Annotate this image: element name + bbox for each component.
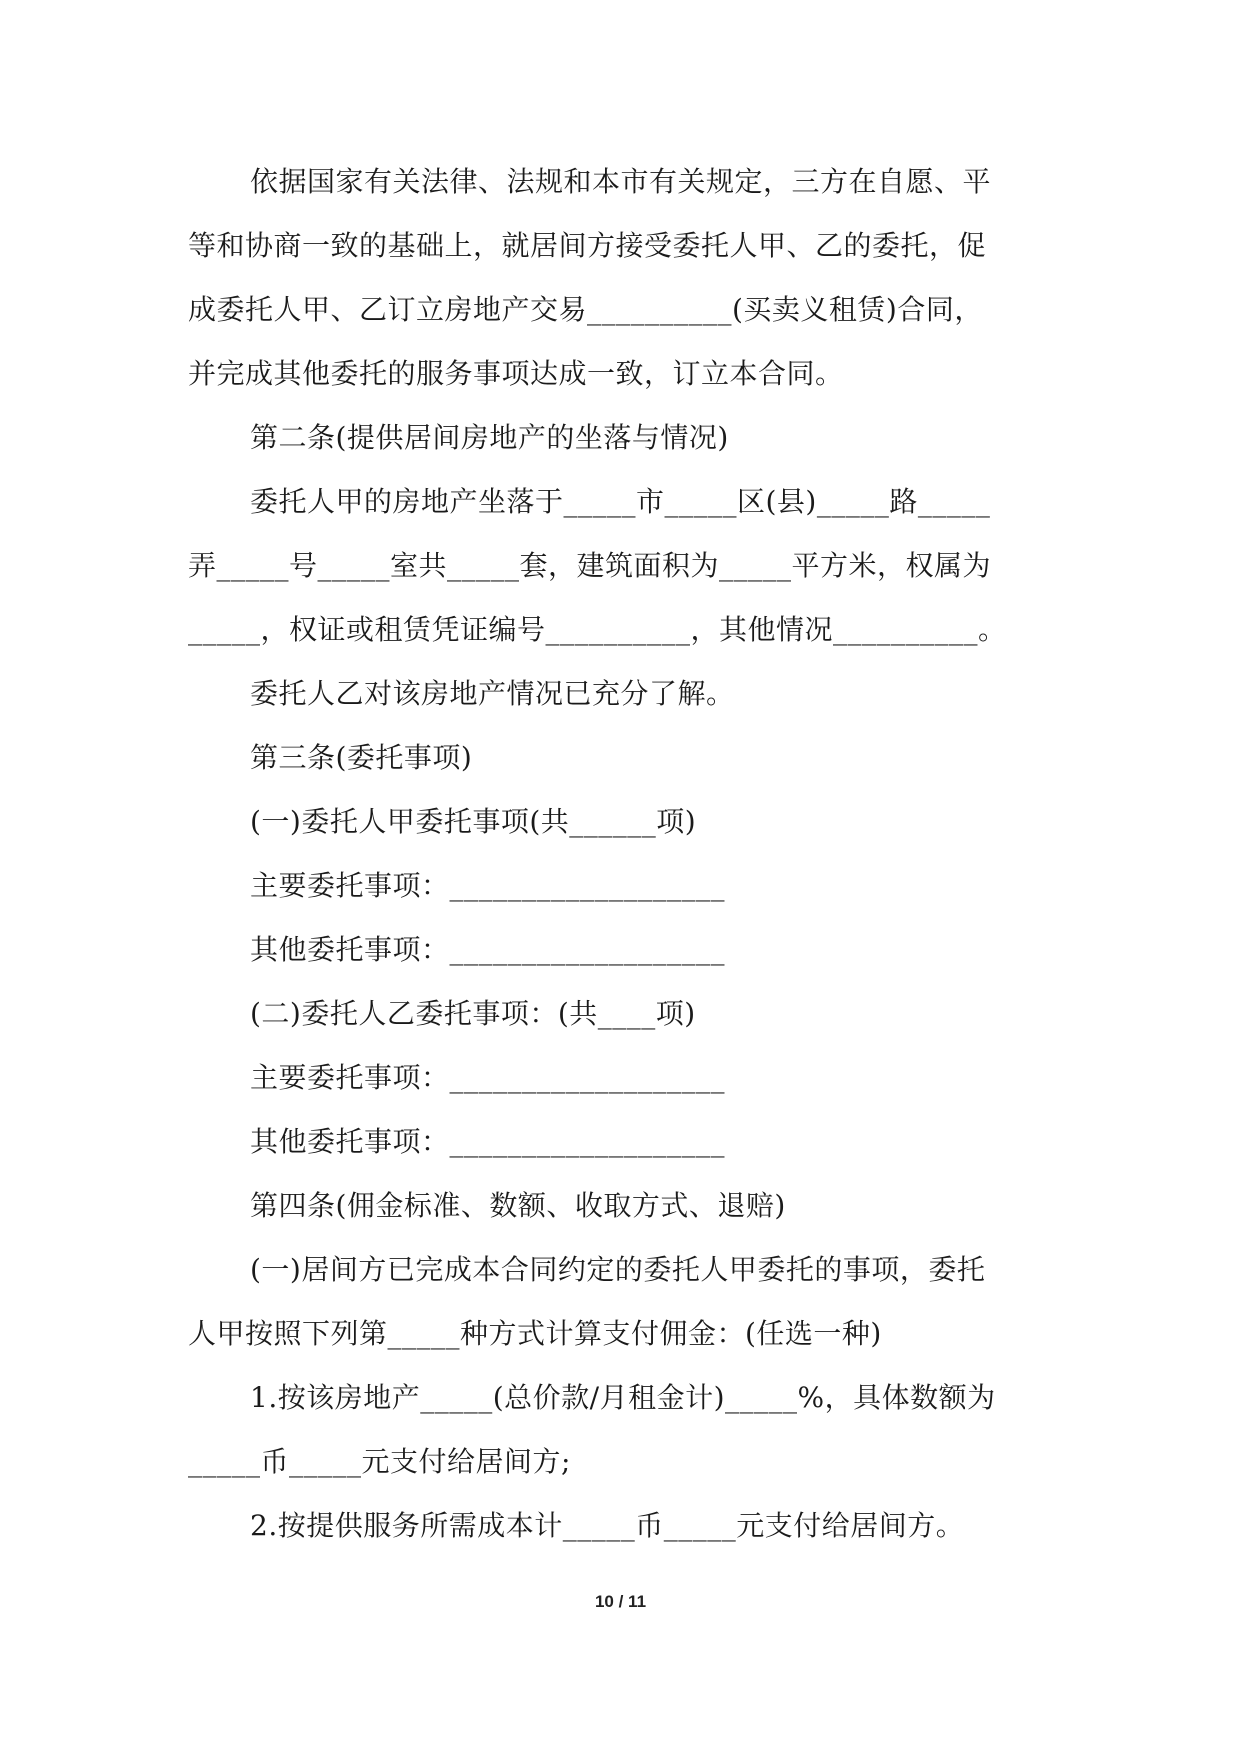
section-heading: 第四条(佣金标准、数额、收取方式、退赔) [250, 1189, 786, 1222]
paragraph-line: 等和协商一致的基础上，就居间方接受委托人甲、乙的委托，促 [188, 229, 987, 262]
paragraph-line: 委托人甲的房地产坐落于_____市_____区(县)_____路_____ [250, 485, 991, 518]
paragraph-line: 成委托人甲、乙订立房地产交易__________(买卖义租赁)合同， [188, 293, 983, 326]
section-heading: 第三条(委托事项) [250, 741, 473, 774]
paragraph-line: 委托人乙对该房地产情况已充分了解。 [250, 677, 735, 710]
section-heading: 第二条(提供居间房地产的坐落与情况) [250, 421, 729, 454]
subsection-heading: (二)委托人乙委托事项：(共____项) [250, 997, 696, 1030]
paragraph-line: 弄_____号_____室共_____套，建筑面积为_____平方米，权属为 [188, 549, 992, 582]
paragraph-line: 2.按提供服务所需成本计_____币_____元支付给居间方。 [250, 1509, 965, 1542]
paragraph-line: _____币_____元支付给居间方; [188, 1445, 571, 1478]
subsection-heading: (一)委托人甲委托事项(共______项) [250, 805, 697, 838]
paragraph-line: 主要委托事项：___________________ [250, 869, 726, 902]
paragraph-line: 其他委托事项：___________________ [250, 1125, 726, 1158]
paragraph-line: 主要委托事项：___________________ [250, 1061, 726, 1094]
paragraph-line: (一)居间方已完成本合同约定的委托人甲委托的事项，委托 [250, 1253, 986, 1286]
paragraph-line: 依据国家有关法律、法规和本市有关规定，三方在自愿、平 [250, 165, 992, 198]
page-number: 10 / 11 [594, 1592, 647, 1611]
paragraph-line: _____，权证或租赁凭证编号__________，其他情况__________。 [188, 613, 1007, 646]
paragraph-line: 并完成其他委托的服务事项达成一致，订立本合同。 [188, 357, 844, 390]
paragraph-line: 人甲按照下列第_____种方式计算支付佣金：(任选一种) [188, 1317, 882, 1350]
paragraph-line: 1.按该房地产_____(总价款/月租金计)_____%，具体数额为 [250, 1381, 996, 1414]
paragraph-line: 其他委托事项：___________________ [250, 933, 726, 966]
